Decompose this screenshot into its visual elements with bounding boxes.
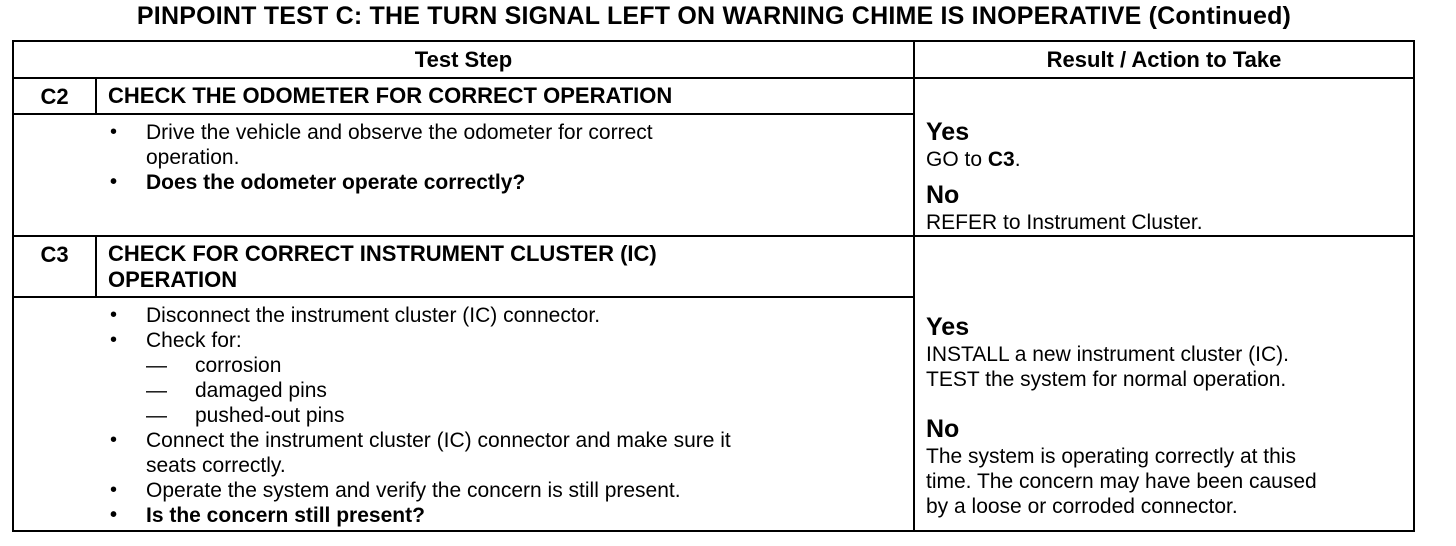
bullet-item-question: • Does the odometer operate correctly? xyxy=(110,170,900,195)
bullet-text: Connect the instrument cluster (IC) connector and make sure it xyxy=(146,429,731,452)
bullet-text: Drive the vehicle and observe the odometer for correct xyxy=(146,121,653,144)
c3-title-divider xyxy=(14,296,913,298)
result-yes-suffix: . xyxy=(1014,148,1021,171)
result-yes-ref: C3 xyxy=(987,148,1015,171)
result-yes-label: Yes xyxy=(926,313,970,341)
bullet-item xyxy=(110,428,900,478)
c2-title-divider xyxy=(14,113,913,115)
step-bullets-c3 xyxy=(110,303,900,528)
test-table xyxy=(12,40,1415,532)
bullet-item-question: • Is the concern still present? xyxy=(110,503,900,528)
header-test-step: Test Step xyxy=(414,47,513,72)
bullet-item xyxy=(110,120,900,170)
step-id-c3: C3 xyxy=(40,242,69,267)
bullet-text-cont: operation. xyxy=(146,146,240,169)
step-title-line: CHECK FOR CORRECT INSTRUMENT CLUSTER (IC) xyxy=(108,241,657,266)
result-no-line: The system is operating correctly at this xyxy=(926,445,1296,468)
step-id-c2: C2 xyxy=(40,84,69,109)
c3-id-divider xyxy=(95,237,97,297)
sub-item: — corrosion xyxy=(110,353,900,378)
result-no-line: by a loose or corroded connector. xyxy=(926,495,1238,518)
bullet-item: • Disconnect the instrument cluster (IC) connector. xyxy=(110,303,900,328)
c2-id-divider xyxy=(95,79,97,114)
result-no-line: time. The concern may have been caused xyxy=(926,470,1317,493)
bullet-item: • Operate the system and verify the concern is still present. xyxy=(110,478,900,503)
step-title-line: OPERATION xyxy=(108,267,238,292)
result-no-label: No xyxy=(926,415,960,443)
result-yes-prefix: GO to xyxy=(926,148,988,171)
result-c3 xyxy=(926,312,1406,519)
step-bullets-c2 xyxy=(110,120,900,195)
step-title-c3 xyxy=(108,241,908,293)
step-title-c2 xyxy=(108,83,908,109)
sub-item: — damaged pins xyxy=(110,378,900,403)
result-yes-label: Yes xyxy=(926,118,970,146)
c2-c3-divider xyxy=(14,235,1413,237)
page-title: PINPOINT TEST C: THE TURN SIGNAL LEFT ON WARNING CHIME IS INOPERATIVE (Continued) xyxy=(136,2,1292,30)
step-title-line: CHECK THE ODOMETER FOR CORRECT OPERATION xyxy=(108,83,673,108)
bullet-item: • Check for: xyxy=(110,328,900,353)
result-no-action: REFER to Instrument Cluster. xyxy=(926,211,1203,234)
result-yes-line: INSTALL a new instrument cluster (IC). xyxy=(926,343,1289,366)
header-result-action: Result / Action to Take xyxy=(1046,47,1282,72)
bullet-text-cont: seats correctly. xyxy=(146,454,286,477)
result-no-label: No xyxy=(926,181,960,209)
result-c2 xyxy=(926,117,1406,235)
result-yes-action xyxy=(926,147,1406,172)
column-divider xyxy=(913,42,915,530)
sub-item: — pushed-out pins xyxy=(110,403,900,428)
result-yes-line: TEST the system for normal operation. xyxy=(926,368,1287,391)
header-divider xyxy=(14,77,1413,79)
